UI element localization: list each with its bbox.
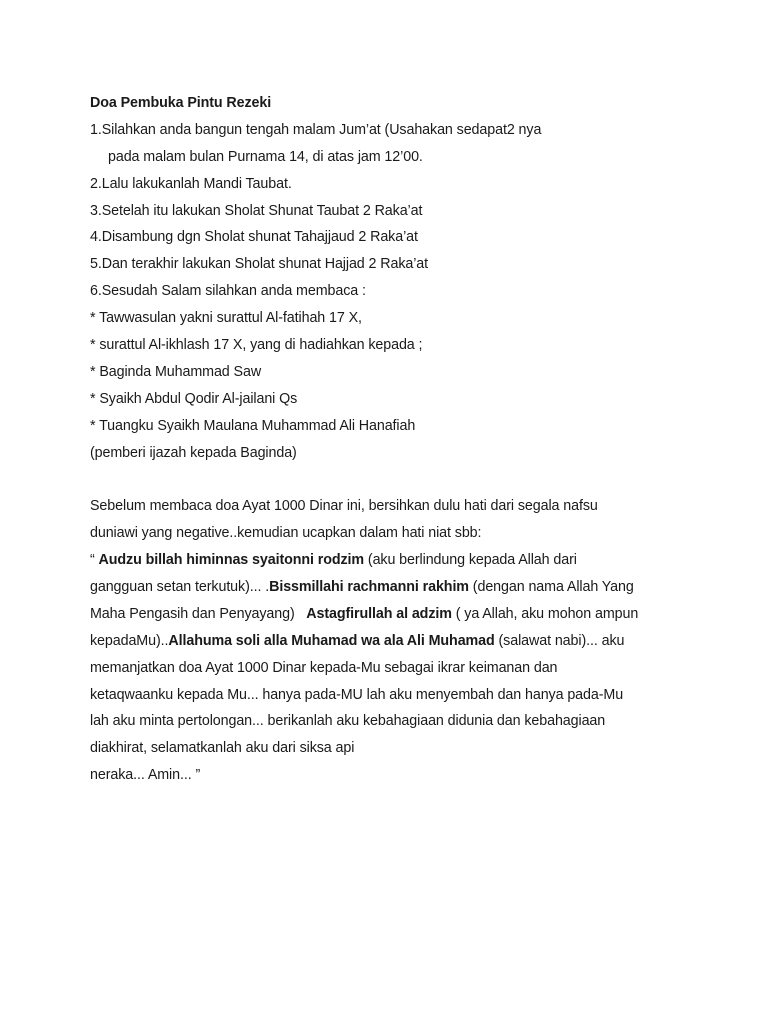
document-title: Doa Pembuka Pintu Rezeki — [90, 95, 272, 111]
bullet-tawwasulan: * Tawwasulan yakni surattul Al-fatihah 17 X, — [90, 310, 362, 327]
prayer-line-3 — [90, 601, 690, 628]
step-4: 4.Disambung dgn Sholat shunat Tahajjaud 2 Raka’at — [90, 229, 418, 246]
prayer-line-4-start: kepadaMu).. — [90, 632, 169, 649]
step-2: 2.Lalu lakukanlah Mandi Taubat. — [90, 175, 292, 192]
prayer-line-9: neraka... Amin... ” — [90, 767, 201, 784]
step-6: 6.Sesudah Salam silahkan anda membaca : — [90, 283, 366, 300]
prayer-line-5: memanjatkan doa Ayat 1000 Dinar kepada-Mu sebagai ikrar keimanan dan — [90, 659, 558, 676]
bullet-baginda: * Baginda Muhammad Saw — [90, 363, 262, 380]
bullet-tuangku: * Tuangku Syaikh Maulana Muhammad Ali Hanafiah — [90, 417, 416, 434]
prayer-bissmillahi: Bissmillahi rachmanni rakhim — [269, 579, 469, 596]
prayer-line-4 — [90, 628, 690, 655]
bullet-surattul: * surattul Al-ikhlash 17 X, yang di hadiahkan kepada ; — [90, 337, 423, 354]
prayer-line-2-start: gangguan setan terkutuk)... . — [90, 579, 270, 596]
step-1-continuation: pada malam bulan Purnama 14, di atas jam 12’00. — [108, 148, 423, 165]
ijazah-note: (pemberi ijazah kepada Baginda) — [90, 444, 297, 461]
paragraph-line-2: duniawi yang negative..kemudian ucapkan dalam hati niat sbb: — [90, 525, 482, 542]
paragraph-gap — [90, 466, 690, 493]
document-body — [90, 90, 690, 789]
prayer-line-7: lah aku minta pertolongan... berikanlah aku kebahagiaan didunia dan kebahagiaan — [90, 713, 606, 730]
paragraph-line-1: Sebelum membaca doa Ayat 1000 Dinar ini, bersihkan dulu hati dari segala nafsu — [90, 498, 598, 515]
prayer-astagfirullah-meaning: ( ya Allah, aku mohon ampun — [451, 605, 639, 622]
open-quote: “ — [90, 552, 99, 569]
prayer-line-1 — [90, 547, 690, 574]
bullet-syaikh-abdul: * Syaikh Abdul Qodir Al-jailani Qs — [90, 390, 298, 407]
prayer-audzu: Audzu billah himinnas syaitonni rodzim — [98, 552, 365, 569]
prayer-salawat: Allahuma soli alla Muhamad wa ala Ali Muhamad — [168, 632, 495, 649]
step-5: 5.Dan terakhir lakukan Sholat shunat Hajjad 2 Raka’at — [90, 256, 429, 273]
prayer-line-6: ketaqwaanku kepada Mu... hanya pada-MU lah aku menyembah dan hanya pada-Mu — [90, 686, 624, 703]
prayer-audzu-meaning: (aku berlindung kepada Allah dari — [364, 552, 577, 569]
prayer-line-3-start: Maha Pengasih dan Penyayang) — [90, 605, 307, 622]
prayer-astagfirullah: Astagfirullah al adzim — [306, 605, 452, 622]
prayer-line-8: diakhirat, selamatkanlah aku dari siksa api — [90, 740, 355, 757]
prayer-line-2 — [90, 574, 690, 601]
step-3: 3.Setelah itu lakukan Sholat Shunat Taubat 2 Raka’at — [90, 202, 423, 219]
prayer-bissmillahi-meaning: (dengan nama Allah Yang — [468, 579, 634, 596]
prayer-salawat-meaning: (salawat nabi)... aku — [494, 632, 625, 649]
step-1: 1.Silahkan anda bangun tengah malam Jum’at (Usahakan sedapat2 nya — [90, 121, 542, 138]
